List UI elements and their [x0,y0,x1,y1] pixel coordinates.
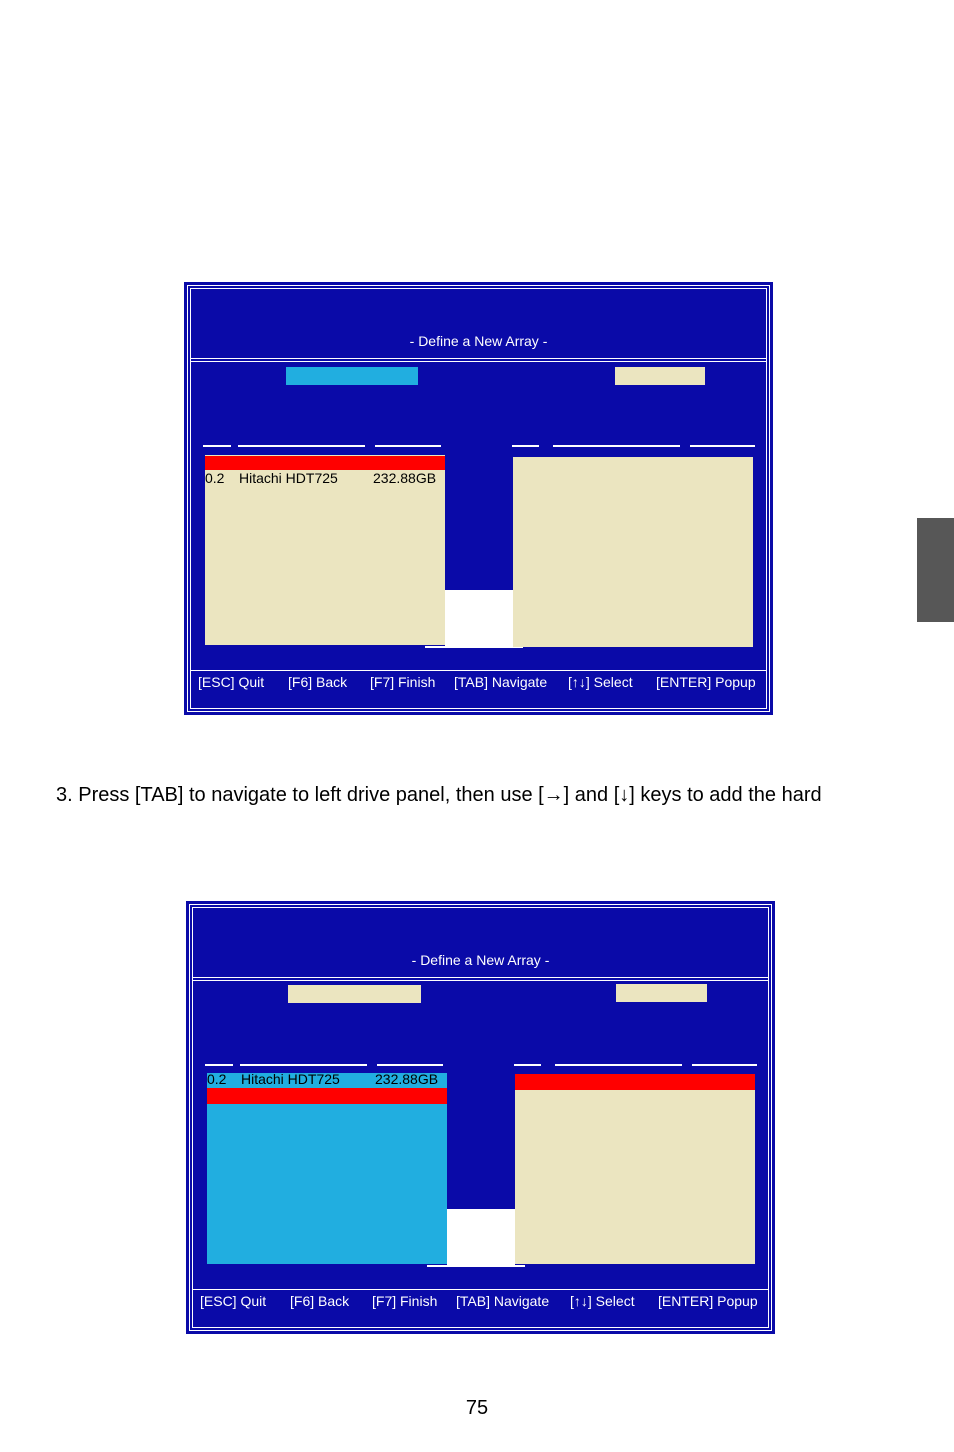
panel-separator [447,1209,515,1266]
key-help-bar [186,1290,775,1312]
header-divider [190,358,767,359]
drive-model: Hitachi HDT725 [241,1071,340,1087]
header-divider-2 [190,361,767,362]
selected-drives-panel[interactable] [513,457,753,647]
page-number: 75 [465,1397,489,1419]
key-esc-quit: [ESC] Quit [198,674,265,690]
column-underline [512,445,539,447]
array-type-field[interactable] [615,367,705,385]
panel-separator-base [425,646,523,648]
key-arrows-select: [↑↓] Select [568,674,633,690]
available-drives-panel[interactable] [207,1073,447,1264]
selected-drives-panel[interactable] [515,1074,755,1264]
selection-bar [515,1074,755,1090]
selection-bar [205,456,445,470]
header-divider-2 [192,980,769,981]
column-underline [555,1064,682,1066]
column-underline [692,1064,757,1066]
instruction-text: 3. Press [TAB] to navigate to left drive panel, then use [→] and [↓] keys to add the hard [56,784,822,806]
key-enter-popup: [ENTER] Popup [656,674,756,690]
array-name-field[interactable] [288,985,421,1003]
key-esc-quit: [ESC] Quit [200,1293,267,1309]
column-underline [514,1064,541,1066]
column-underline [377,1064,443,1066]
key-f7-finish: [F7] Finish [372,1293,438,1309]
column-underline [205,1064,233,1066]
column-underline [553,445,680,447]
key-f7-finish: [F7] Finish [370,674,436,690]
key-tab-navigate: [TAB] Navigate [456,1293,550,1309]
key-help-bar [184,671,773,693]
bios-screen-2 [186,901,775,1334]
panel-separator [445,590,513,647]
panel-separator-base [427,1265,525,1267]
key-f6-back: [F6] Back [290,1293,350,1309]
array-name-field[interactable] [286,367,418,385]
drive-port: 0.2 [207,1071,227,1087]
key-f6-back: [F6] Back [288,674,348,690]
column-underline [690,445,755,447]
column-underline [203,445,231,447]
drive-size: 232.88GB [373,470,437,486]
drive-size: 232.88GB [375,1071,439,1087]
bios-screen-1 [184,282,773,715]
drive-model: Hitachi HDT725 [239,470,338,486]
column-underline [375,445,441,447]
key-tab-navigate: [TAB] Navigate [454,674,548,690]
drive-port: 0.2 [205,470,225,486]
column-underline [238,445,365,447]
array-type-field[interactable] [616,984,707,1002]
header-divider [192,977,769,978]
drive-row[interactable] [207,1071,447,1087]
chapter-side-tab [917,518,954,622]
screen-title: - Define a New Array - [411,952,550,968]
screen-title: - Define a New Array - [409,333,548,349]
available-drives-panel[interactable] [205,455,445,645]
key-enter-popup: [ENTER] Popup [658,1293,758,1309]
selection-bar [207,1088,447,1104]
column-underline [240,1064,367,1066]
key-arrows-select: [↑↓] Select [570,1293,635,1309]
drive-row[interactable] [205,470,445,486]
